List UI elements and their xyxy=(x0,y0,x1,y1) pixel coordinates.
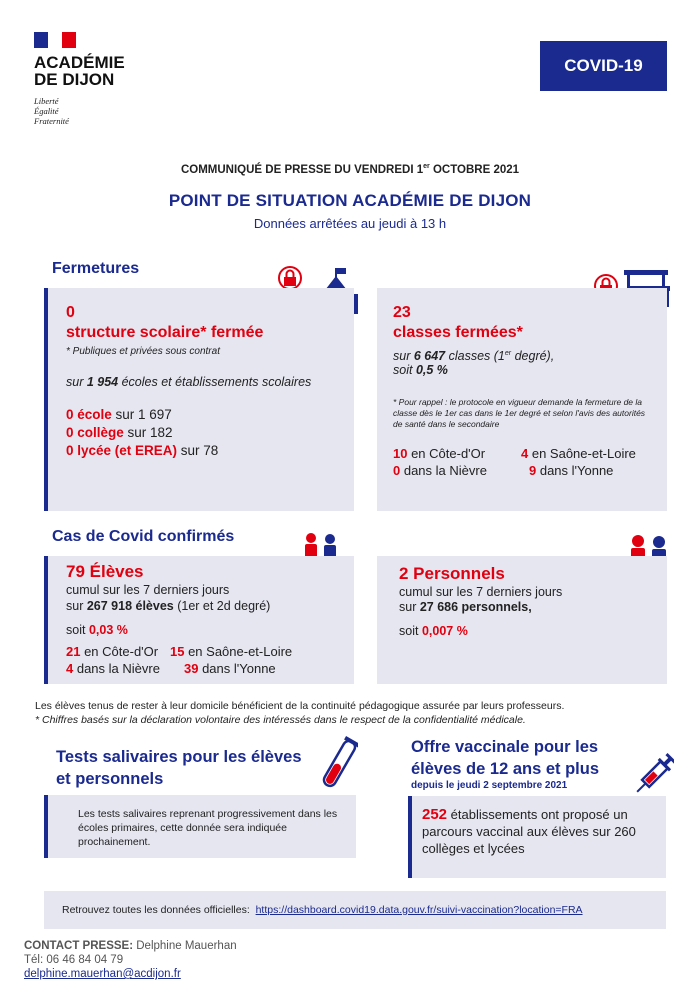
personnels-headline: 2 Personnels xyxy=(399,564,505,583)
list-item: 15 en Saône-et-Loire xyxy=(170,644,293,659)
vaccin-body: 252 établissements ont proposé un parcours vaccinal aux élèves sur 260 collèges et lycées xyxy=(422,806,636,856)
list-item: 0 collège sur 182 xyxy=(66,425,173,440)
list-item: 0 dans la Nièvre xyxy=(393,463,487,478)
press-contact xyxy=(24,939,237,981)
structures-label: structure scolaire* fermée xyxy=(66,324,264,341)
tests-body: Les tests salivaires reprenant progressivement dans les écoles primaires, cette donnée sera indiquée prochainement. xyxy=(78,808,338,848)
official-data-label: Retrouvez toutes les données officielles: xyxy=(62,904,250,916)
eleves-depts xyxy=(66,643,292,677)
classes-ratio: soit 0,5 % xyxy=(393,363,448,377)
contact-phone: Tél: 06 46 84 04 79 xyxy=(24,954,124,966)
classes-count: 23 xyxy=(393,304,411,321)
confidentiality-note: * Chiffres basés sur la déclaration volontaire des intéressés dans le respect de la confidentialité médicale. xyxy=(35,714,526,726)
list-item: 21 en Côte-d'Or xyxy=(66,644,159,659)
contact-email-link[interactable]: delphine.mauerhan@acdijon.fr xyxy=(24,968,181,980)
card-cas-personnels xyxy=(377,556,667,684)
section-title-vaccin: Offre vaccinale pour les élèves de 12 ans et plus xyxy=(411,738,600,778)
classes-note: * Pour rappel : le protocole en vigueur demande la fermeture de la classe dès le 1er cas dans le 1er degré et selon l'avis des autorités de santé dans le secondaire xyxy=(393,397,646,429)
card-vaccin xyxy=(408,796,666,878)
official-data-bar xyxy=(44,891,666,929)
card-structures-fermees xyxy=(44,288,354,511)
list-item: 4 dans la Nièvre xyxy=(66,661,160,676)
personnels-line2: sur 27 686 personnels, xyxy=(399,600,532,614)
classes-total: sur 6 647 classes (1er degré), xyxy=(393,349,555,364)
structures-note: * Publiques et privées sous contrat xyxy=(66,346,220,357)
classes-depts xyxy=(393,445,663,479)
section-title-tests: Tests salivaires pour les élèves et personnels xyxy=(56,748,302,788)
press-release-date: COMMUNIQUÉ DE PRESSE DU VENDREDI 1er OCTOBRE 2021 xyxy=(180,163,520,176)
official-data-line xyxy=(62,904,583,916)
republic-flag-logo xyxy=(34,32,76,48)
list-item: 4 en Saône-et-Loire xyxy=(521,446,636,461)
page-title: POINT DE SITUATION ACADÉMIE DE DIJON xyxy=(168,191,532,210)
eleves-line2: sur 267 918 élèves (1er et 2d degré) xyxy=(66,599,271,613)
list-item: 10 en Côte-d'Or xyxy=(393,446,486,461)
eleves-line1: cumul sur les 7 derniers jours xyxy=(66,583,230,597)
republic-motto: Liberté Égalité Fraternité xyxy=(34,96,69,126)
continuity-note: Les élèves tenus de rester à leur domicile bénéficient de la continuité pédagogique assurée par leurs professeurs. xyxy=(35,700,565,712)
official-data-link[interactable]: https://dashboard.covid19.data.gouv.fr/suivi-vaccination?location=FRA xyxy=(255,904,583,916)
eleves-headline: 79 Élèves xyxy=(66,562,144,581)
academy-logo-title: ACADÉMIE DE DIJON xyxy=(34,53,125,89)
structures-breakdown xyxy=(66,406,218,460)
vaccin-since: depuis le jeudi 2 septembre 2021 xyxy=(411,780,568,791)
structures-count: 0 xyxy=(66,304,75,321)
contact-name: Delphine Mauerhan xyxy=(133,940,237,952)
personnels-line1: cumul sur les 7 derniers jours xyxy=(399,585,563,599)
classes-label: classes fermées* xyxy=(393,324,523,341)
section-title-fermetures: Fermetures xyxy=(52,260,140,277)
list-item: 39 dans l'Yonne xyxy=(184,661,276,676)
page-subtitle: Données arrêtées au jeudi à 13 h xyxy=(253,216,447,231)
list-item: 9 dans l'Yonne xyxy=(529,463,614,478)
section-title-cas: Cas de Covid confirmés xyxy=(52,528,235,545)
card-classes-fermees xyxy=(377,288,667,511)
list-item: 0 école sur 1 697 xyxy=(66,407,172,422)
list-item: 0 lycée (et EREA) sur 78 xyxy=(66,443,219,458)
card-cas-eleves xyxy=(44,556,354,684)
eleves-ratio: soit 0,03 % xyxy=(66,623,128,637)
test-tube-icon xyxy=(318,734,358,798)
card-tests xyxy=(44,795,356,858)
syringe-icon xyxy=(630,752,674,802)
personnels-ratio: soit 0,007 % xyxy=(399,624,468,638)
structures-total: sur 1 954 écoles et établissements scolaires xyxy=(66,375,312,389)
contact-label: CONTACT PRESSE: xyxy=(24,940,134,952)
covid-badge: COVID-19 xyxy=(540,41,667,91)
